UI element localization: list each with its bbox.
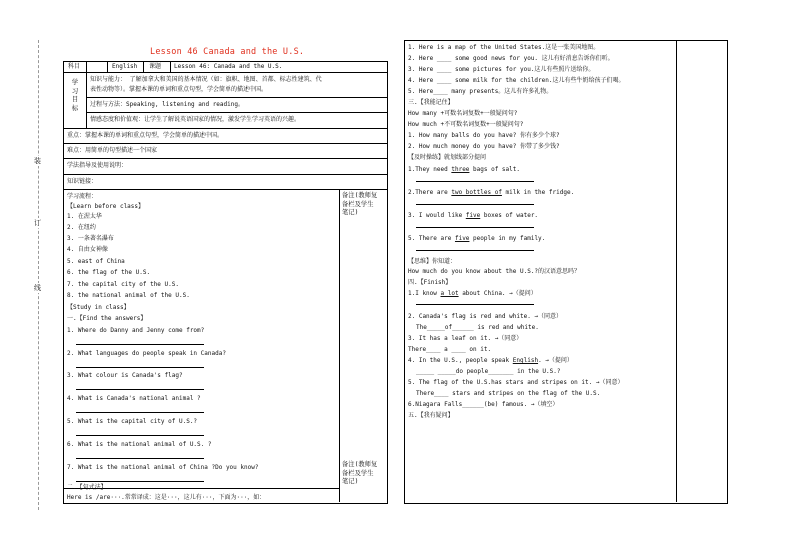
binding-line — [38, 40, 39, 510]
answer-line — [76, 412, 204, 413]
question: 5. What is the capital city of U.S.? — [67, 418, 198, 425]
learn-before-class: 【Learn before class】 — [67, 203, 145, 210]
knowledge-link: 知识链接： — [67, 178, 98, 185]
question: 4. What is Canada's national animal ? — [67, 395, 201, 402]
guidance: 学法指导及使用说明： — [67, 162, 128, 169]
topic-label: 课题 — [149, 63, 162, 70]
finish-fill: The_____of______ is red and white. — [416, 324, 539, 331]
example-line: 1. Here is a map of the United States.这是一张美国地图。 — [408, 44, 600, 51]
practice-item: 1.They need three bags of salt. — [408, 166, 520, 173]
goal-knowledge: 知识与能力： 了解加拿大和美国的基本情况（如：旗帜、地图、首都、标志性建筑、代 — [90, 76, 322, 83]
sentence-heading: 二.【句式法】 — [67, 484, 107, 491]
answer-line — [416, 204, 534, 205]
finish-item: 4. In the U.S., people speak English. →（提问） — [408, 357, 573, 364]
finish-item: 1.I know a lot about China. →（提问） — [408, 290, 537, 297]
answer-line — [76, 344, 204, 345]
example-line: 5. Here____ many presents。这儿有许多礼物。 — [408, 88, 553, 95]
practice-item: 5. There are five people in my family. — [408, 235, 546, 242]
key-points: 重点：掌握本课的单词和重点句型，学会简单的描述中国。 — [67, 132, 224, 139]
finish-heading: 四.【Finish】 — [408, 279, 452, 286]
think-question: How much do you know about the U.S.?的汉语意思吗？ — [408, 268, 581, 275]
right-notes-column — [676, 40, 677, 502]
think-heading: 【思维】你知道： — [408, 258, 457, 265]
answer-line — [416, 250, 534, 251]
how-much-rule: How much +不可数名词复数+一般疑问句? — [408, 121, 524, 128]
practice-item: 2.There are two bottles of milk in the fridge. — [408, 189, 575, 196]
notes-label: 备注(教师复 备栏及学生 笔记) — [342, 461, 378, 485]
answer-line — [76, 389, 204, 390]
subject-label: 科目 — [68, 63, 81, 70]
difficult-points: 难点：用简单的句型描述一个国家 — [67, 147, 158, 154]
subject-value: English — [112, 63, 138, 70]
practice-heading: 【及时操练】就划线部分提问 — [408, 154, 487, 161]
example-question: 1. How many balls do you have? 你有多少个球? — [408, 132, 560, 139]
example-line: 3. Here ____ some pictures for you.这儿有些照片送给你。 — [408, 66, 595, 73]
answer-line — [76, 367, 204, 368]
goal-emotion: 情感态度和价值观：让学生了解说英语国家的情况，激发学生学习英语的兴趣。 — [90, 116, 301, 123]
topic-value: Lesson 46: Canada and the U.S. — [174, 63, 283, 70]
finish-item: 6.Niagara Falls______(be) famous. →（填空） — [408, 401, 559, 408]
answer-line — [76, 481, 204, 482]
notes-label: 备注(教师复 备栏及学生 笔记) — [342, 192, 378, 216]
binding-char-ding: 订 — [34, 219, 41, 227]
practice-item: 3. I would like five boxes of water. — [408, 212, 539, 219]
finish-item: 3. It has a leaf on it. →（同意） — [408, 335, 523, 342]
question-heading: 五.【我有疑问】 — [408, 412, 454, 419]
finish-fill: _____ _____do people_______ in the U.S.? — [416, 368, 561, 375]
answer-line — [76, 458, 204, 459]
question: 6. What is the national animal of U.S. ? — [67, 441, 212, 448]
finish-fill: There____ stars and stripes on the flag of the U.S. — [416, 390, 601, 397]
find-answers-heading: 一.【Find the answers】 — [67, 315, 147, 322]
vocab-item: 5. east of China — [67, 258, 125, 265]
remember-heading: 三.【我能记住】 — [408, 99, 454, 106]
example-line: 4. Here ____ some milk for the children.这儿有些牛奶给孩子们喝。 — [408, 77, 625, 84]
flow-heading: 学习流程： — [67, 193, 98, 200]
question: 2. What languages do people speak in Canada? — [67, 350, 226, 357]
vocab-item: 3. 一条著名瀑布 — [67, 235, 114, 242]
finish-item: 2. Canada's flag is red and white. →（同意） — [408, 313, 563, 320]
vocab-item: 4. 自由女神像 — [67, 246, 108, 253]
vocab-item: 2. 在纽约 — [67, 224, 96, 231]
question: 1. Where do Danny and Jenny come from? — [67, 327, 205, 334]
example-line: 2. Here ____ some good news for you. 这儿有好消息告诉你们听。 — [408, 55, 614, 62]
question: 7. What is the national animal of China ?Do you know? — [67, 464, 259, 471]
how-many-rule: How many +可数名词复数+一般疑问句? — [408, 110, 518, 117]
vocab-item: 8. the national animal of the U.S. — [67, 292, 190, 299]
binding-char-zhuang: 装 — [34, 157, 41, 165]
answer-line — [416, 181, 534, 182]
vocab-item: 6. the flag of the U.S. — [67, 269, 151, 276]
question: 3. What colour is Canada's flag? — [67, 372, 183, 379]
finish-fill: There____ a ____ on it. — [408, 346, 492, 353]
sentence-line: Here is /are···.常常译成：这是···，这儿有···，下面为···，如： — [67, 494, 266, 501]
finish-item: 5. The flag of the U.S.has stars and stripes on it. →（同意） — [408, 379, 624, 386]
goal-knowledge-cont: 表性动物等）。掌握本课的单词和重点句型，学会简单的描述中国。 — [90, 86, 268, 93]
goals-label: 学 习 目 标 — [71, 78, 79, 112]
study-in-class: 【Study in class】 — [67, 304, 130, 311]
vocab-item: 7. the capital city of the U.S. — [67, 281, 179, 288]
answer-line — [416, 304, 534, 305]
answer-line — [76, 435, 204, 436]
lesson-title: Lesson 46 Canada and the U.S. — [150, 47, 305, 57]
binding-char-xian: 线 — [34, 284, 41, 292]
goal-process: 过程与方法：Speaking, listening and reading。 — [90, 101, 244, 108]
vocab-item: 1. 在渥太华 — [67, 213, 102, 220]
answer-line — [416, 227, 534, 228]
example-question: 2. How much money do you have? 你带了多少钱? — [408, 143, 560, 150]
